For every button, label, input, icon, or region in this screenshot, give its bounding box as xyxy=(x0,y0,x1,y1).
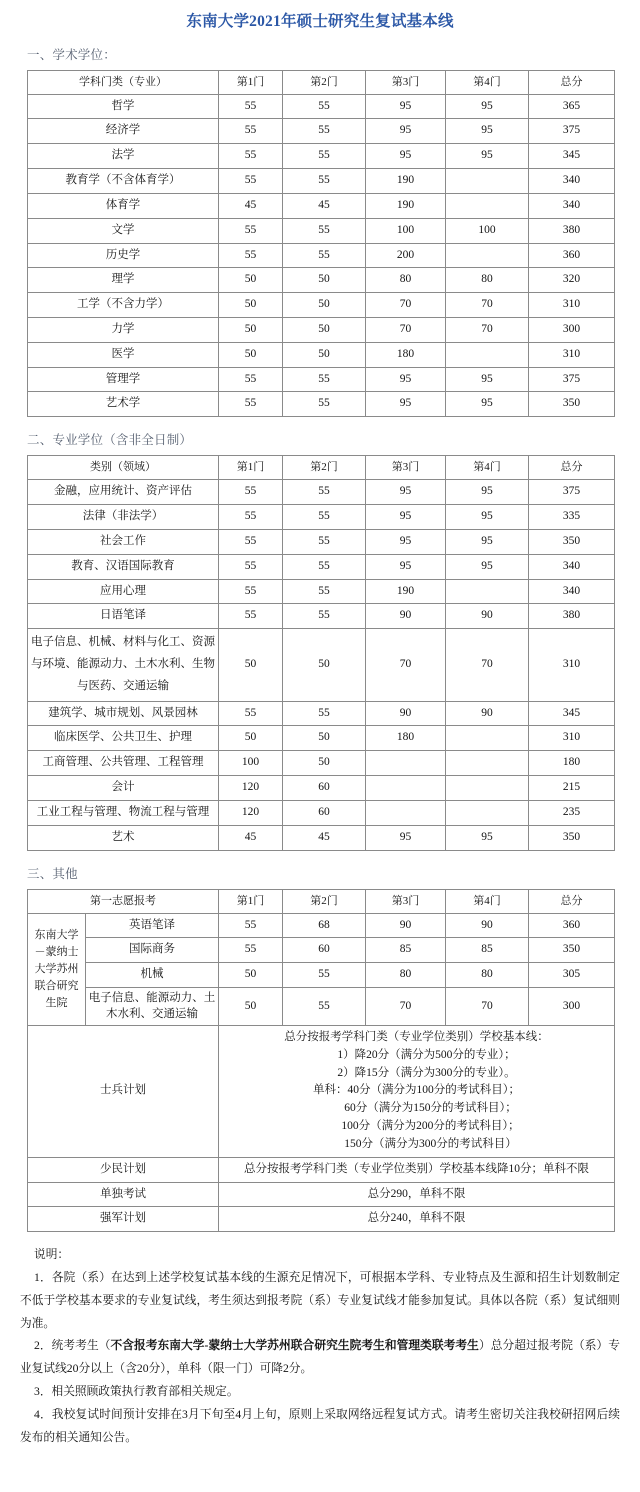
cell-subject1-score: 50 xyxy=(219,317,283,342)
cell-subject3-score: 95 xyxy=(366,825,446,850)
table-row xyxy=(28,963,615,988)
table-row xyxy=(28,367,615,392)
cell-total-score: 310 xyxy=(529,726,615,751)
cell-subject3-score: 180 xyxy=(366,726,446,751)
cell-program-name: 文学 xyxy=(28,218,219,243)
column-header-total: 总分 xyxy=(529,456,615,480)
cell-subject3-score: 190 xyxy=(366,193,446,218)
table-row xyxy=(28,342,615,367)
table-row xyxy=(28,480,615,505)
cell-subject4-score: 100 xyxy=(446,218,529,243)
cell-subject2-score: 55 xyxy=(283,392,366,417)
cell-subject1-score: 55 xyxy=(219,218,283,243)
cell-total-score: 350 xyxy=(529,825,615,850)
cell-policy-value: 总分290，单科不限 xyxy=(219,1182,615,1207)
cell-subject2-score: 55 xyxy=(283,963,366,988)
cell-subject1-score: 50 xyxy=(219,629,283,702)
note-item-2 xyxy=(20,1335,620,1381)
cell-total-score: 340 xyxy=(529,554,615,579)
table-row xyxy=(28,317,615,342)
cell-program-name: 建筑学、城市规划、风景园林 xyxy=(28,701,219,726)
cell-subject2-score: 55 xyxy=(283,529,366,554)
cell-program-name: 工学（不含力学） xyxy=(28,293,219,318)
cell-subject4-score: 70 xyxy=(446,629,529,702)
cell-subject4-score xyxy=(446,243,529,268)
table-row xyxy=(28,1157,615,1182)
cell-subject2-score: 50 xyxy=(283,726,366,751)
cell-subject2-score: 55 xyxy=(283,94,366,119)
soldier-plan-line: 150分（满分为300分的考试科目） xyxy=(344,1137,517,1150)
cell-subject4-score xyxy=(446,579,529,604)
cell-subject4-score: 95 xyxy=(446,825,529,850)
cell-subject2-score: 55 xyxy=(283,701,366,726)
cell-subject4-score xyxy=(446,169,529,194)
section-heading-academic: 一、学术学位： xyxy=(27,47,116,62)
cell-total-score: 380 xyxy=(529,218,615,243)
cell-subject3-score: 70 xyxy=(366,988,446,1026)
cell-subject2-score: 55 xyxy=(283,169,366,194)
cell-subject4-score: 95 xyxy=(446,144,529,169)
cell-subject3-score: 85 xyxy=(366,938,446,963)
column-header-subject3: 第3门 xyxy=(366,70,446,94)
cell-program-name: 法律（非法学） xyxy=(28,505,219,530)
cell-subject3-score: 95 xyxy=(366,554,446,579)
note-item-3: 3．相关照顾政策执行教育部相关规定。 xyxy=(34,1385,239,1399)
cell-subject4-score xyxy=(446,342,529,367)
table-row xyxy=(28,169,615,194)
cell-total-score: 305 xyxy=(529,963,615,988)
notes-heading: 说明： xyxy=(34,1248,70,1262)
cell-subject3-score xyxy=(366,776,446,801)
cell-soldier-plan-label: 士兵计划 xyxy=(28,1026,219,1158)
table-row xyxy=(28,529,615,554)
cell-subject1-score: 55 xyxy=(219,938,283,963)
professional-degrees-table xyxy=(27,455,615,850)
cell-subject1-score: 55 xyxy=(219,579,283,604)
cell-subject2-score: 45 xyxy=(283,825,366,850)
cell-subject3-score: 190 xyxy=(366,579,446,604)
cell-subject2-score: 55 xyxy=(283,579,366,604)
cell-subject1-score: 50 xyxy=(219,342,283,367)
cell-subject2-score: 50 xyxy=(283,751,366,776)
column-header-total: 总分 xyxy=(529,70,615,94)
cell-total-score: 360 xyxy=(529,243,615,268)
cell-program-name: 历史学 xyxy=(28,243,219,268)
table-row xyxy=(28,505,615,530)
cell-subject2-score: 55 xyxy=(283,243,366,268)
column-header-subject2: 第2门 xyxy=(283,70,366,94)
cell-subject3-score: 70 xyxy=(366,629,446,702)
cell-total-score: 340 xyxy=(529,579,615,604)
cell-subject1-score: 55 xyxy=(219,169,283,194)
cell-subject4-score: 70 xyxy=(446,317,529,342)
cell-subject4-score: 95 xyxy=(446,554,529,579)
table-row xyxy=(28,579,615,604)
cell-total-score: 310 xyxy=(529,342,615,367)
cell-total-score: 310 xyxy=(529,293,615,318)
soldier-plan-line: 单科：40分（满分为100分的考试科目）； xyxy=(313,1084,520,1097)
note-item-4: 4．我校复试时间预计安排在3月下旬至4月上旬，原则上采取网络远程复试方式。请考生密切关注我校研招网后续发布的相关通知公告。 xyxy=(20,1407,620,1444)
cell-subject3-score: 95 xyxy=(366,529,446,554)
cell-subject2-score: 55 xyxy=(283,218,366,243)
cell-program-name: 力学 xyxy=(28,317,219,342)
cell-subject4-score: 90 xyxy=(446,701,529,726)
cell-subject4-score: 85 xyxy=(446,938,529,963)
cell-subject4-score: 95 xyxy=(446,94,529,119)
note-2-prefix: 2．统考考生（ xyxy=(34,1339,111,1353)
cell-subject2-score: 50 xyxy=(283,317,366,342)
cell-subject4-score: 95 xyxy=(446,119,529,144)
cell-subject1-score: 55 xyxy=(219,480,283,505)
cell-subject4-score: 95 xyxy=(446,367,529,392)
column-header-subject1: 第1门 xyxy=(219,456,283,480)
table-row xyxy=(28,604,615,629)
cell-total-score: 350 xyxy=(529,938,615,963)
cell-subject3-score: 95 xyxy=(366,119,446,144)
soldier-plan-line: 2）降15分（满分为300分的专业）。 xyxy=(337,1066,516,1079)
cell-subject1-score: 55 xyxy=(219,604,283,629)
cell-subject3-score: 95 xyxy=(366,144,446,169)
cell-subject1-score: 55 xyxy=(219,367,283,392)
table-row xyxy=(28,629,615,702)
column-header-subject4: 第4门 xyxy=(446,889,529,913)
cell-program-name: 机械 xyxy=(86,963,219,988)
cell-subject2-score: 68 xyxy=(283,913,366,938)
cell-subject2-score: 50 xyxy=(283,268,366,293)
cell-subject3-score: 70 xyxy=(366,317,446,342)
cell-subject4-score: 70 xyxy=(446,293,529,318)
cell-subject4-score xyxy=(446,193,529,218)
cell-subject3-score: 90 xyxy=(366,701,446,726)
table-row xyxy=(28,218,615,243)
cell-subject1-score: 55 xyxy=(219,554,283,579)
table-row xyxy=(28,825,615,850)
cell-program-name: 日语笔译 xyxy=(28,604,219,629)
page-title: 东南大学2021年硕士研究生复试基本线 xyxy=(186,13,454,30)
column-header-category: 类别（领域） xyxy=(28,456,219,480)
cell-subject4-score: 80 xyxy=(446,963,529,988)
cell-subject4-score: 70 xyxy=(446,988,529,1026)
cell-total-score: 375 xyxy=(529,480,615,505)
cell-program-name: 经济学 xyxy=(28,119,219,144)
table-row xyxy=(28,751,615,776)
cell-subject1-score: 120 xyxy=(219,800,283,825)
cell-subject1-score: 50 xyxy=(219,726,283,751)
cell-subject4-score: 80 xyxy=(446,268,529,293)
table-row xyxy=(28,243,615,268)
table-header-row xyxy=(28,456,615,480)
cell-subject3-score: 95 xyxy=(366,367,446,392)
cell-subject2-score: 60 xyxy=(283,938,366,963)
cell-total-score: 300 xyxy=(529,317,615,342)
cell-subject1-score: 55 xyxy=(219,529,283,554)
table-row xyxy=(28,94,615,119)
cell-program-name: 理学 xyxy=(28,268,219,293)
cell-subject4-score xyxy=(446,800,529,825)
cell-subject4-score: 95 xyxy=(446,505,529,530)
cell-subject1-score: 50 xyxy=(219,293,283,318)
column-header-subject2: 第2门 xyxy=(283,889,366,913)
cell-subject2-score: 55 xyxy=(283,604,366,629)
column-header-subject1: 第1门 xyxy=(219,889,283,913)
soldier-plan-line: 100分（满分为200分的考试科目）； xyxy=(341,1120,520,1133)
cell-policy-label: 单独考试 xyxy=(28,1182,219,1207)
cell-subject1-score: 55 xyxy=(219,913,283,938)
cell-subject3-score: 180 xyxy=(366,342,446,367)
cell-subject2-score: 55 xyxy=(283,144,366,169)
table-row xyxy=(28,913,615,938)
table-row xyxy=(28,1207,615,1232)
cell-subject2-score: 60 xyxy=(283,776,366,801)
column-header-subject3: 第3门 xyxy=(366,889,446,913)
cell-program-name: 艺术 xyxy=(28,825,219,850)
column-header-subject1: 第1门 xyxy=(219,70,283,94)
cell-program-name: 金融，应用统计、资产评估 xyxy=(28,480,219,505)
cell-subject3-score: 95 xyxy=(366,392,446,417)
cell-subject3-score: 200 xyxy=(366,243,446,268)
cell-total-score: 340 xyxy=(529,193,615,218)
cell-total-score: 350 xyxy=(529,392,615,417)
cell-subject3-score xyxy=(366,751,446,776)
cell-total-score: 340 xyxy=(529,169,615,194)
section-heading-professional: 二、专业学位（含非全日制） xyxy=(27,433,193,448)
cell-total-score: 375 xyxy=(529,367,615,392)
cell-subject4-score: 90 xyxy=(446,604,529,629)
cell-policy-value: 总分240，单科不限 xyxy=(219,1207,615,1232)
cell-subject2-score: 55 xyxy=(283,554,366,579)
cell-subject4-score: 95 xyxy=(446,480,529,505)
table-row xyxy=(28,988,615,1026)
cell-program-name: 艺术学 xyxy=(28,392,219,417)
table-row xyxy=(28,776,615,801)
note-2-suffix: ）总分超过报考院（系）专业复试线20分以上（含20分），单科（限一门）可降2分。 xyxy=(20,1339,620,1376)
cell-subject4-score xyxy=(446,726,529,751)
cell-program-name: 社会工作 xyxy=(28,529,219,554)
cell-program-name: 教育、汉语国际教育 xyxy=(28,554,219,579)
cell-program-name: 体育学 xyxy=(28,193,219,218)
cell-total-score: 180 xyxy=(529,751,615,776)
cell-subject1-score: 55 xyxy=(219,505,283,530)
cell-subject2-score: 55 xyxy=(283,119,366,144)
table-row xyxy=(28,1182,615,1207)
cell-subject1-score: 55 xyxy=(219,119,283,144)
cell-subject3-score: 80 xyxy=(366,268,446,293)
cell-total-score: 345 xyxy=(529,144,615,169)
cell-total-score: 300 xyxy=(529,988,615,1026)
note-item-1: 1．各院（系）在达到上述学校复试基本线的生源充足情况下，可根据本学科、专业特点及生源和招生计划数制定不低于学校基本要求的专业复试线，考生须达到报考院（系）专业复试线才能参加复试。具体以各院（系）复试细则为准。 xyxy=(20,1270,620,1330)
cell-subject3-score: 95 xyxy=(366,94,446,119)
cell-subject3-score: 100 xyxy=(366,218,446,243)
cell-subject1-score: 120 xyxy=(219,776,283,801)
cell-subject2-score: 60 xyxy=(283,800,366,825)
cell-subject1-score: 55 xyxy=(219,701,283,726)
cell-program-name: 法学 xyxy=(28,144,219,169)
cell-total-score: 310 xyxy=(529,629,615,702)
cell-program-name: 会计 xyxy=(28,776,219,801)
column-header-subject4: 第4门 xyxy=(446,70,529,94)
cell-subject3-score: 70 xyxy=(366,293,446,318)
table-row xyxy=(28,119,615,144)
note-2-bold: 不含报考东南大学-蒙纳士大学苏州联合研究生院考生和管理类联考考生 xyxy=(110,1339,479,1353)
cell-subject2-score: 50 xyxy=(283,293,366,318)
cell-total-score: 215 xyxy=(529,776,615,801)
cell-subject1-score: 50 xyxy=(219,988,283,1026)
column-header-first-choice: 第一志愿报考 xyxy=(28,889,219,913)
cell-subject2-score: 45 xyxy=(283,193,366,218)
cell-total-score: 335 xyxy=(529,505,615,530)
cell-policy-label: 强军计划 xyxy=(28,1207,219,1232)
table-row-soldier-plan xyxy=(28,1026,615,1158)
cell-program-name: 医学 xyxy=(28,342,219,367)
table-row xyxy=(28,701,615,726)
table-row xyxy=(28,554,615,579)
cell-program-name: 哲学 xyxy=(28,94,219,119)
table-row xyxy=(28,726,615,751)
cell-program-name: 电子信息、能源动力、土木水利、交通运输 xyxy=(86,988,219,1026)
cell-policy-label: 少民计划 xyxy=(28,1157,219,1182)
cell-program-name: 应用心理 xyxy=(28,579,219,604)
table-row xyxy=(28,144,615,169)
cell-subject4-score: 95 xyxy=(446,392,529,417)
cell-subject1-score: 55 xyxy=(219,94,283,119)
cell-soldier-plan-detail xyxy=(219,1026,615,1158)
cell-program-name: 电子信息、机械、材料与化工、资源与环境、能源动力、土木水利、生物与医药、交通运输 xyxy=(28,629,219,702)
cell-subject4-score xyxy=(446,751,529,776)
cell-subject2-score: 55 xyxy=(283,480,366,505)
cell-institute-name: 东南大学－蒙纳士大学苏州联合研究生院 xyxy=(28,913,86,1025)
cell-program-name: 教育学（不含体育学） xyxy=(28,169,219,194)
soldier-plan-line: 60分（满分为150分的考试科目）； xyxy=(344,1102,517,1115)
cell-subject2-score: 50 xyxy=(283,629,366,702)
cell-subject3-score: 90 xyxy=(366,604,446,629)
column-header-name: 学科门类（专业） xyxy=(28,70,219,94)
column-header-subject2: 第2门 xyxy=(283,456,366,480)
cell-total-score: 320 xyxy=(529,268,615,293)
cell-subject1-score: 100 xyxy=(219,751,283,776)
cell-total-score: 360 xyxy=(529,913,615,938)
cell-subject1-score: 55 xyxy=(219,144,283,169)
cell-subject4-score: 95 xyxy=(446,529,529,554)
section-heading-other: 三、其他 xyxy=(27,866,78,881)
academic-degrees-table xyxy=(27,70,615,418)
soldier-plan-line: 总分按报考学科门类（专业学位类别）学校基本线： xyxy=(284,1031,549,1044)
cell-program-name: 临床医学、公共卫生、护理 xyxy=(28,726,219,751)
cell-subject1-score: 55 xyxy=(219,392,283,417)
table-row xyxy=(28,938,615,963)
cell-total-score: 235 xyxy=(529,800,615,825)
cell-subject4-score: 90 xyxy=(446,913,529,938)
cell-subject1-score: 45 xyxy=(219,825,283,850)
table-header-row xyxy=(28,70,615,94)
cell-subject3-score: 95 xyxy=(366,505,446,530)
cell-subject1-score: 50 xyxy=(219,268,283,293)
table-row xyxy=(28,392,615,417)
cell-program-name: 国际商务 xyxy=(86,938,219,963)
column-header-total: 总分 xyxy=(529,889,615,913)
other-programs-table xyxy=(27,889,615,1233)
cell-program-name: 工商管理、公共管理、工程管理 xyxy=(28,751,219,776)
cell-total-score: 345 xyxy=(529,701,615,726)
cell-subject2-score: 55 xyxy=(283,988,366,1026)
cell-subject2-score: 55 xyxy=(283,367,366,392)
table-row xyxy=(28,800,615,825)
cell-subject3-score xyxy=(366,800,446,825)
cell-total-score: 350 xyxy=(529,529,615,554)
cell-subject2-score: 50 xyxy=(283,342,366,367)
notes-section xyxy=(20,1244,620,1449)
column-header-subject3: 第3门 xyxy=(366,456,446,480)
cell-subject1-score: 55 xyxy=(219,243,283,268)
cell-subject3-score: 80 xyxy=(366,963,446,988)
cell-subject1-score: 45 xyxy=(219,193,283,218)
cell-total-score: 375 xyxy=(529,119,615,144)
cell-subject1-score: 50 xyxy=(219,963,283,988)
cell-program-name: 工业工程与管理、物流工程与管理 xyxy=(28,800,219,825)
cell-subject3-score: 95 xyxy=(366,480,446,505)
table-header-row xyxy=(28,889,615,913)
cell-subject2-score: 55 xyxy=(283,505,366,530)
cell-total-score: 380 xyxy=(529,604,615,629)
cell-program-name: 管理学 xyxy=(28,367,219,392)
table-row xyxy=(28,293,615,318)
cell-program-name: 英语笔译 xyxy=(86,913,219,938)
cell-policy-value: 总分按报考学科门类（专业学位类别）学校基本线降10分；单科不限 xyxy=(219,1157,615,1182)
cell-subject3-score: 190 xyxy=(366,169,446,194)
column-header-subject4: 第4门 xyxy=(446,456,529,480)
cell-subject3-score: 90 xyxy=(366,913,446,938)
table-row xyxy=(28,268,615,293)
soldier-plan-line: 1）降20分（满分为500分的专业）； xyxy=(337,1048,516,1061)
cell-subject4-score xyxy=(446,776,529,801)
table-row xyxy=(28,193,615,218)
cell-total-score: 365 xyxy=(529,94,615,119)
